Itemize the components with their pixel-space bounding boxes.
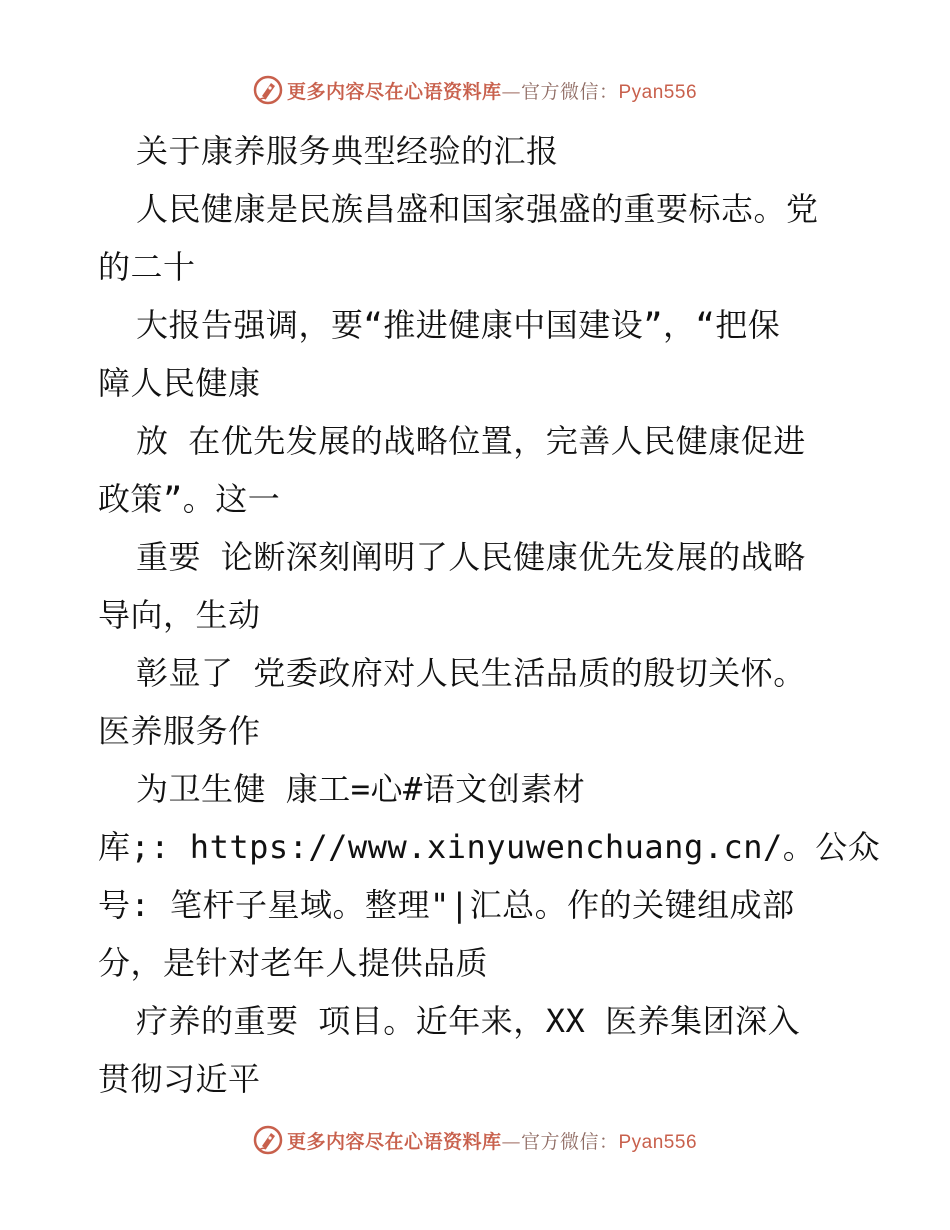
document-line: 库;: https://www.xinyuwenchuang.cn/。公众 (98, 828, 881, 866)
watermark-main-text: 更多内容尽在心语资料库 (286, 80, 502, 103)
document-line: 贯彻习近平 (98, 1060, 261, 1098)
watermark-wechat-label: 官方微信： (520, 80, 619, 103)
document-title: 关于康养服务典型经验的汇报 (136, 132, 559, 170)
watermark-wechat-label: 官方微信： (520, 1130, 619, 1153)
document-line: 医养服务作 (98, 712, 261, 750)
document-line: 分，是针对老年人提供品质 (98, 944, 489, 982)
document-line: 彰显了 党委政府对人民生活品质的殷切关怀。 (136, 654, 806, 692)
document-line: 重要 论断深刻阐明了人民健康优先发展的战略 (136, 538, 806, 576)
document-line: 大报告强调，要“推进健康中国建设”，“把保 (136, 306, 781, 344)
watermark-wechat-id: Pyan556 (618, 1131, 698, 1153)
document-line: 疗养的重要 项目。近年来，XX 医养集团深入 (136, 1002, 801, 1040)
document-line: 放 在优先发展的战略位置，完善人民健康促进 (136, 422, 806, 460)
document-line: 人民健康是民族昌盛和国家强盛的重要标志。党 (136, 190, 819, 228)
document-line: 为卫生健 康工=心#语文创素材 (136, 770, 586, 808)
document-body (98, 122, 898, 1108)
document-line: 号: 笔杆子星域。整理"|汇总。作的关键组成部 (98, 886, 795, 924)
watermark-separator: — (501, 1130, 521, 1153)
watermark-wechat-id: Pyan556 (618, 81, 698, 103)
document-line: 障人民健康 (98, 364, 261, 402)
footer-watermark (0, 1122, 950, 1158)
document-line: 导向，生动 (98, 596, 261, 634)
pen-nib-circle-icon (253, 75, 283, 105)
document-line: 政策”。这一 (98, 480, 281, 518)
document-line: 的二十 (98, 248, 196, 286)
header-watermark (0, 72, 950, 108)
watermark-separator: — (501, 80, 521, 103)
watermark-main-text: 更多内容尽在心语资料库 (286, 1130, 502, 1153)
pen-nib-circle-icon (253, 1125, 283, 1155)
